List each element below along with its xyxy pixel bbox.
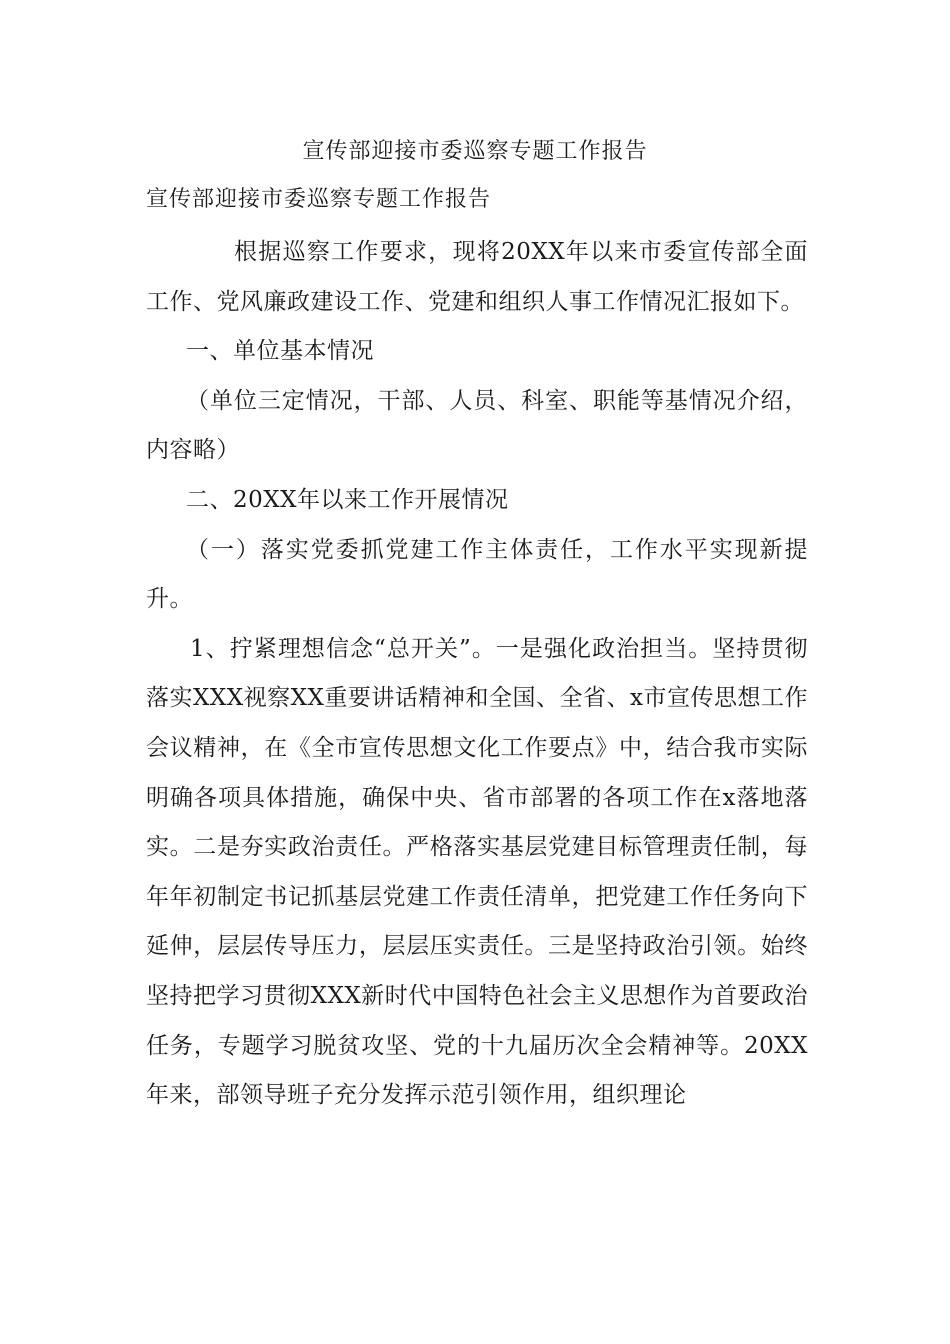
document-subtitle: 宣传部迎接市委巡察专题工作报告 <box>146 187 492 212</box>
paragraph-intro: 根据巡察工作要求，现将20XX年以来市委宣传部全面工作、党风廉政建设工作、党建和组织人事工作情况汇报如下。 <box>146 239 808 315</box>
document-title: 宣传部迎接市委巡察专题工作报告 <box>302 139 648 164</box>
subsection-heading-1: （一）落实党委抓党建工作主体责任，工作水平实现新提升。 <box>146 536 808 613</box>
section-heading-1: 一、单位基本情况 <box>186 338 374 365</box>
paragraph-item-1: 1、拧紧理想信念“总开关”。一是强化政治担当。坚持贯彻落实XXX视察XX重要讲话精神和全国、全省、x市宣传思想工作会议精神，在《全市宣传思想文化工作要点》中，结合我市实际明确各项具体措施，确保中央、省市部署的各项工作在x落地落实。二是夯实政治责任。严格落实基层党建目标管理责任制，每年年初制定书记抓基层党建工作责任清单，把党建工作任务向下延伸，层层传导压力，层层压实责任。三是坚持政治引领。始终坚持把学习贯彻XXX新时代中国特色社会主义思想作为首要政治任务，专题学习脱贫攻坚、党的十九届历次全会精神等。20XX年来，部领导班子充分发挥示范引领作用，组织理论 <box>146 635 808 1109</box>
paragraph-unit-info: （单位三定情况，干部、人员、科室、职能等基情况介绍，内容略） <box>146 387 808 464</box>
document-body <box>146 228 808 1121</box>
section-heading-2: 二、20XX年以来工作开展情况 <box>186 486 509 513</box>
